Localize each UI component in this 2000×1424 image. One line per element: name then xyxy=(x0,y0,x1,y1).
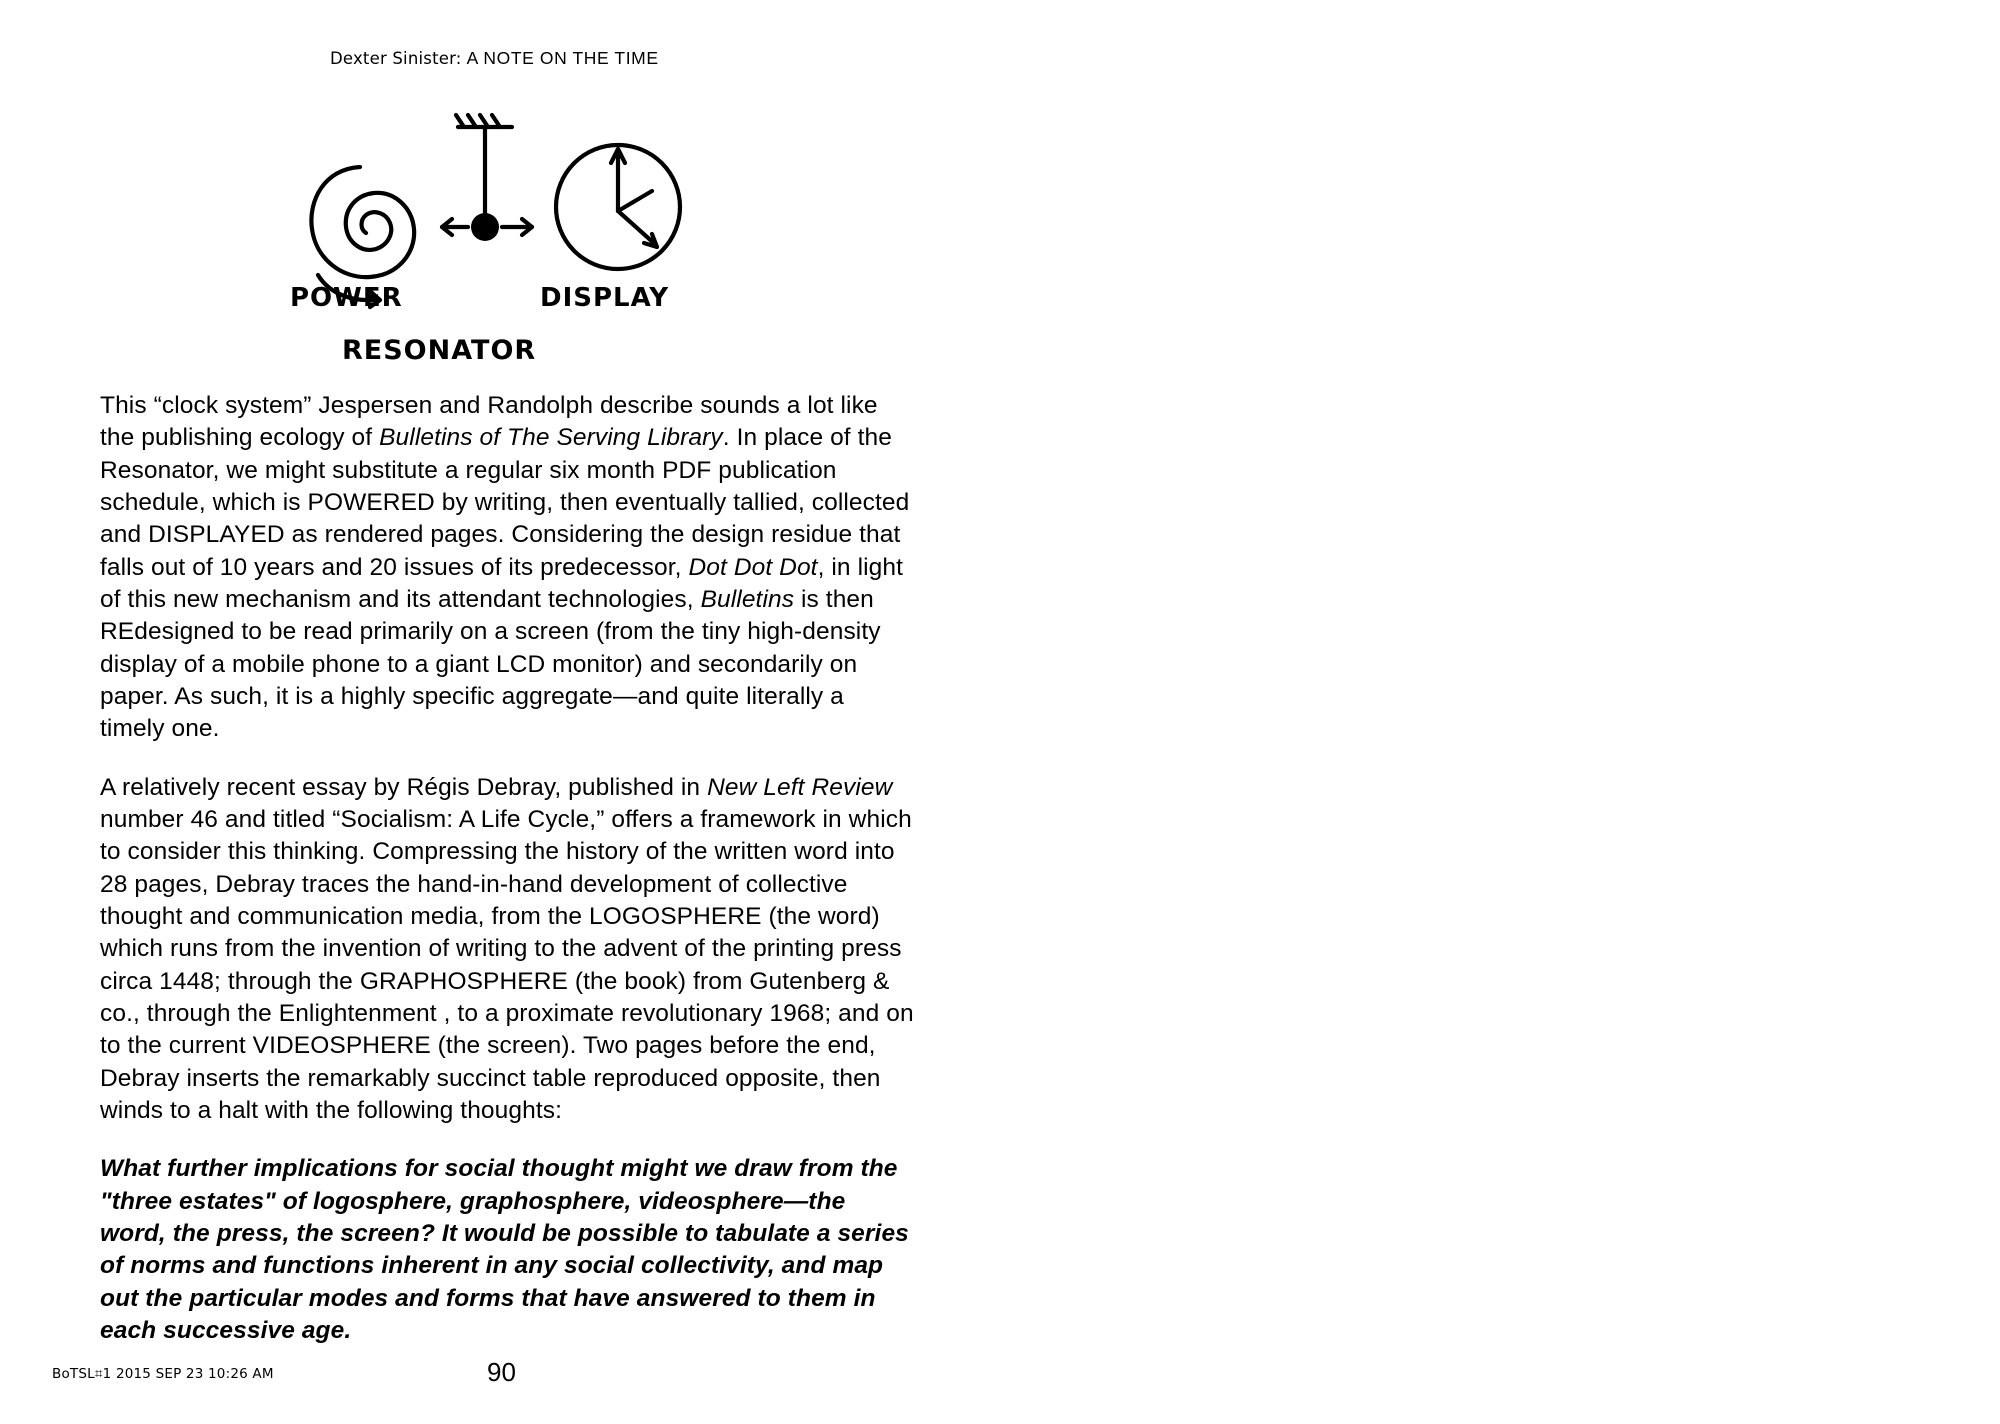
footer-code-left: BoTSL⌗1 2015 SEP 23 10:26 AM xyxy=(52,1366,274,1382)
pendulum-bob xyxy=(471,213,499,241)
illustration-label-display: DISPLAY xyxy=(540,283,670,313)
running-head-title: A NOTE ON THE TIME xyxy=(466,48,659,68)
pull-quote: What further implications for social thought might we draw from the "three estates" of logosphere, graphosphere, videosphere—the word, the press, the screen? It would be possible to tabulate a series of norms and functions inherent in any social collectivity, and map out the particular modes and forms that have answered to them in each successive age. xyxy=(100,1155,909,1344)
page-number-left: 90 xyxy=(487,1357,516,1387)
illustration-label-power: POWER xyxy=(290,283,403,313)
paragraph-2: A relatively recent essay by Régis Debray, published in New Left Review number 46 and titled “Socialism: A Life Cycle,” offers a framework in which to consider this thinking. Compressing the history of the written word into 28 pages, Debray traces the hand-in-hand development of collective thought and communication media, from the LOGOSPHERE (the word) which runs from the invention of writing to the advent of the printing press circa 1448; through the GRAPHOSPHERE (the book) from Gutenberg & co., through the Enlightenment , to a proximate revolutionary 1968; and on to the current VIDEOSPHERE (the screen). Two pages before the end, Debray inserts the remarkably succinct table reproduced opposite, then winds to a halt with the following thoughts: xyxy=(100,773,914,1124)
resonator-diagram xyxy=(290,95,700,370)
running-head-left xyxy=(330,48,659,69)
right-page xyxy=(1000,0,2000,1424)
running-head-author: Dexter Sinister: xyxy=(330,49,462,68)
body-column xyxy=(100,390,915,1347)
illustration-label-resonator: RESONATOR xyxy=(342,335,537,366)
resonator-diagram-svg xyxy=(300,95,700,370)
paragraph-1: This “clock system” Jespersen and Randolph describe sounds a lot like the publishing ecology of Bulletins of The Serving Library. In place of the Resonator, we might substitute a regular six month PDF publication schedule, which is POWERED by writing, then eventually tallied, collected and DISPLAYED as rendered pages. Considering the design residue that falls out of 10 years and 20 issues of its predecessor, Dot Dot Dot, in light of this new mechanism and its attendant technologies, Bulletins is then REdesigned to be read primarily on a screen (from the tiny high-density display of a mobile phone to a giant LCD monitor) and secondarily on paper. As such, it is a highly specific aggregate—and quite literally a timely one. xyxy=(100,392,910,743)
